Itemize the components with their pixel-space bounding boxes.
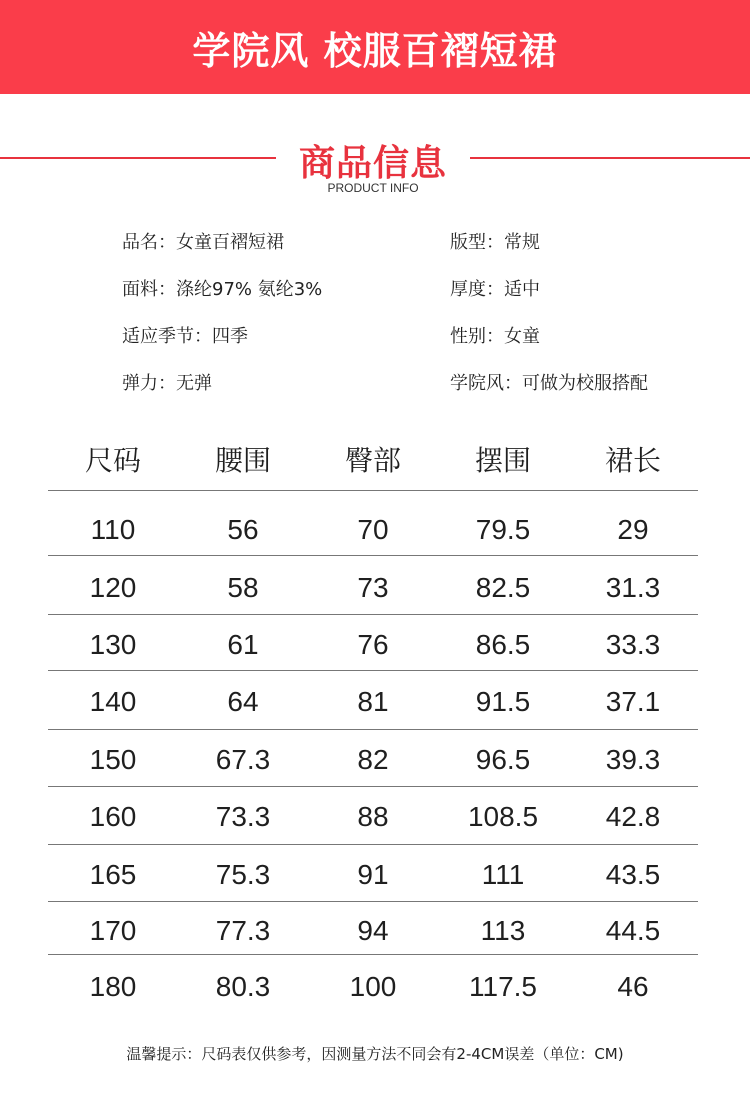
info-item-gender: 性别：女童 [450, 326, 540, 347]
info-row [122, 275, 702, 305]
cell-waist: 58 [227, 572, 259, 603]
table-row [48, 556, 698, 615]
table-row [48, 955, 698, 1015]
info-row [122, 369, 702, 399]
cell-length: 43.5 [605, 859, 661, 890]
cell-hip: 82 [357, 744, 389, 775]
cell-waist: 77.3 [215, 915, 271, 946]
cell-hip: 73 [357, 572, 389, 603]
size-disclaimer: 温馨提示：尺码表仅供参考，因测量方法不同会有2-4CM误差（单位：CM) [126, 1045, 624, 1063]
cell-waist: 67.3 [215, 744, 271, 775]
cell-length: 46 [617, 971, 649, 1002]
info-item-name: 品名：女童百褶短裙 [122, 232, 284, 253]
cell-size: 120 [89, 572, 137, 603]
info-item-fabric: 面料：涤纶97% 氨纶3% [122, 279, 323, 300]
cell-size: 170 [89, 915, 137, 946]
cell-hem: 108.5 [467, 801, 539, 832]
header-size: 尺码 [84, 444, 141, 477]
cell-hip: 100 [349, 971, 397, 1002]
cell-waist: 75.3 [215, 859, 271, 890]
info-item-fit: 版型：常规 [450, 232, 540, 253]
cell-waist: 80.3 [215, 971, 271, 1002]
cell-hip: 70 [357, 514, 389, 545]
header-waist: 腰围 [214, 444, 271, 477]
cell-size: 180 [89, 971, 137, 1002]
info-item-season: 适应季节：四季 [122, 326, 248, 347]
cell-size: 160 [89, 801, 137, 832]
cell-hem: 117.5 [469, 971, 537, 1002]
section-title: 商品信息 [298, 142, 447, 184]
cell-length: 37.1 [605, 686, 661, 717]
table-row [48, 730, 698, 787]
cell-length: 29 [617, 514, 649, 545]
cell-waist: 56 [227, 514, 259, 545]
banner-title: 学院风 校服百褶短裙 [192, 28, 558, 73]
cell-length: 44.5 [605, 915, 661, 946]
table-row [48, 845, 698, 902]
cell-hem: 111 [481, 859, 525, 890]
info-row [122, 322, 702, 352]
header-length: 裙长 [604, 444, 661, 477]
cell-waist: 73.3 [215, 801, 271, 832]
cell-hem: 96.5 [475, 744, 531, 775]
cell-hip: 88 [357, 801, 389, 832]
table-row [48, 615, 698, 671]
table-row [48, 787, 698, 845]
section-subtitle: PRODUCT INFO [327, 181, 419, 195]
info-item-style: 学院风：可做为校服搭配 [450, 373, 648, 394]
cell-waist: 64 [227, 686, 259, 717]
cell-hem: 79.5 [475, 514, 531, 545]
cell-size: 110 [90, 514, 136, 545]
cell-hem: 113 [480, 915, 526, 946]
info-item-thickness: 厚度：适中 [450, 279, 540, 300]
cell-length: 33.3 [605, 629, 661, 660]
cell-hem: 86.5 [475, 629, 531, 660]
cell-hem: 91.5 [475, 686, 531, 717]
cell-hip: 76 [357, 629, 389, 660]
table-row [48, 491, 698, 556]
cell-hip: 91 [357, 859, 389, 890]
cell-length: 42.8 [605, 801, 661, 832]
header-hip: 臀部 [344, 444, 401, 477]
divider-right [470, 157, 750, 159]
header-hem: 摆围 [474, 444, 531, 477]
cell-size: 165 [89, 859, 137, 890]
info-row [122, 228, 702, 258]
cell-size: 130 [89, 629, 137, 660]
table-header [48, 432, 698, 491]
info-item-elasticity: 弹力：无弹 [122, 373, 212, 394]
divider-left [0, 157, 276, 159]
cell-hip: 94 [357, 915, 389, 946]
cell-hem: 82.5 [475, 572, 531, 603]
section-header [0, 133, 750, 203]
cell-size: 150 [89, 744, 137, 775]
cell-length: 31.3 [605, 572, 661, 603]
table-row [48, 902, 698, 955]
table-row [48, 671, 698, 730]
cell-waist: 61 [227, 629, 259, 660]
cell-length: 39.3 [605, 744, 661, 775]
cell-size: 140 [89, 686, 137, 717]
top-banner [0, 0, 750, 94]
cell-hip: 81 [357, 686, 389, 717]
